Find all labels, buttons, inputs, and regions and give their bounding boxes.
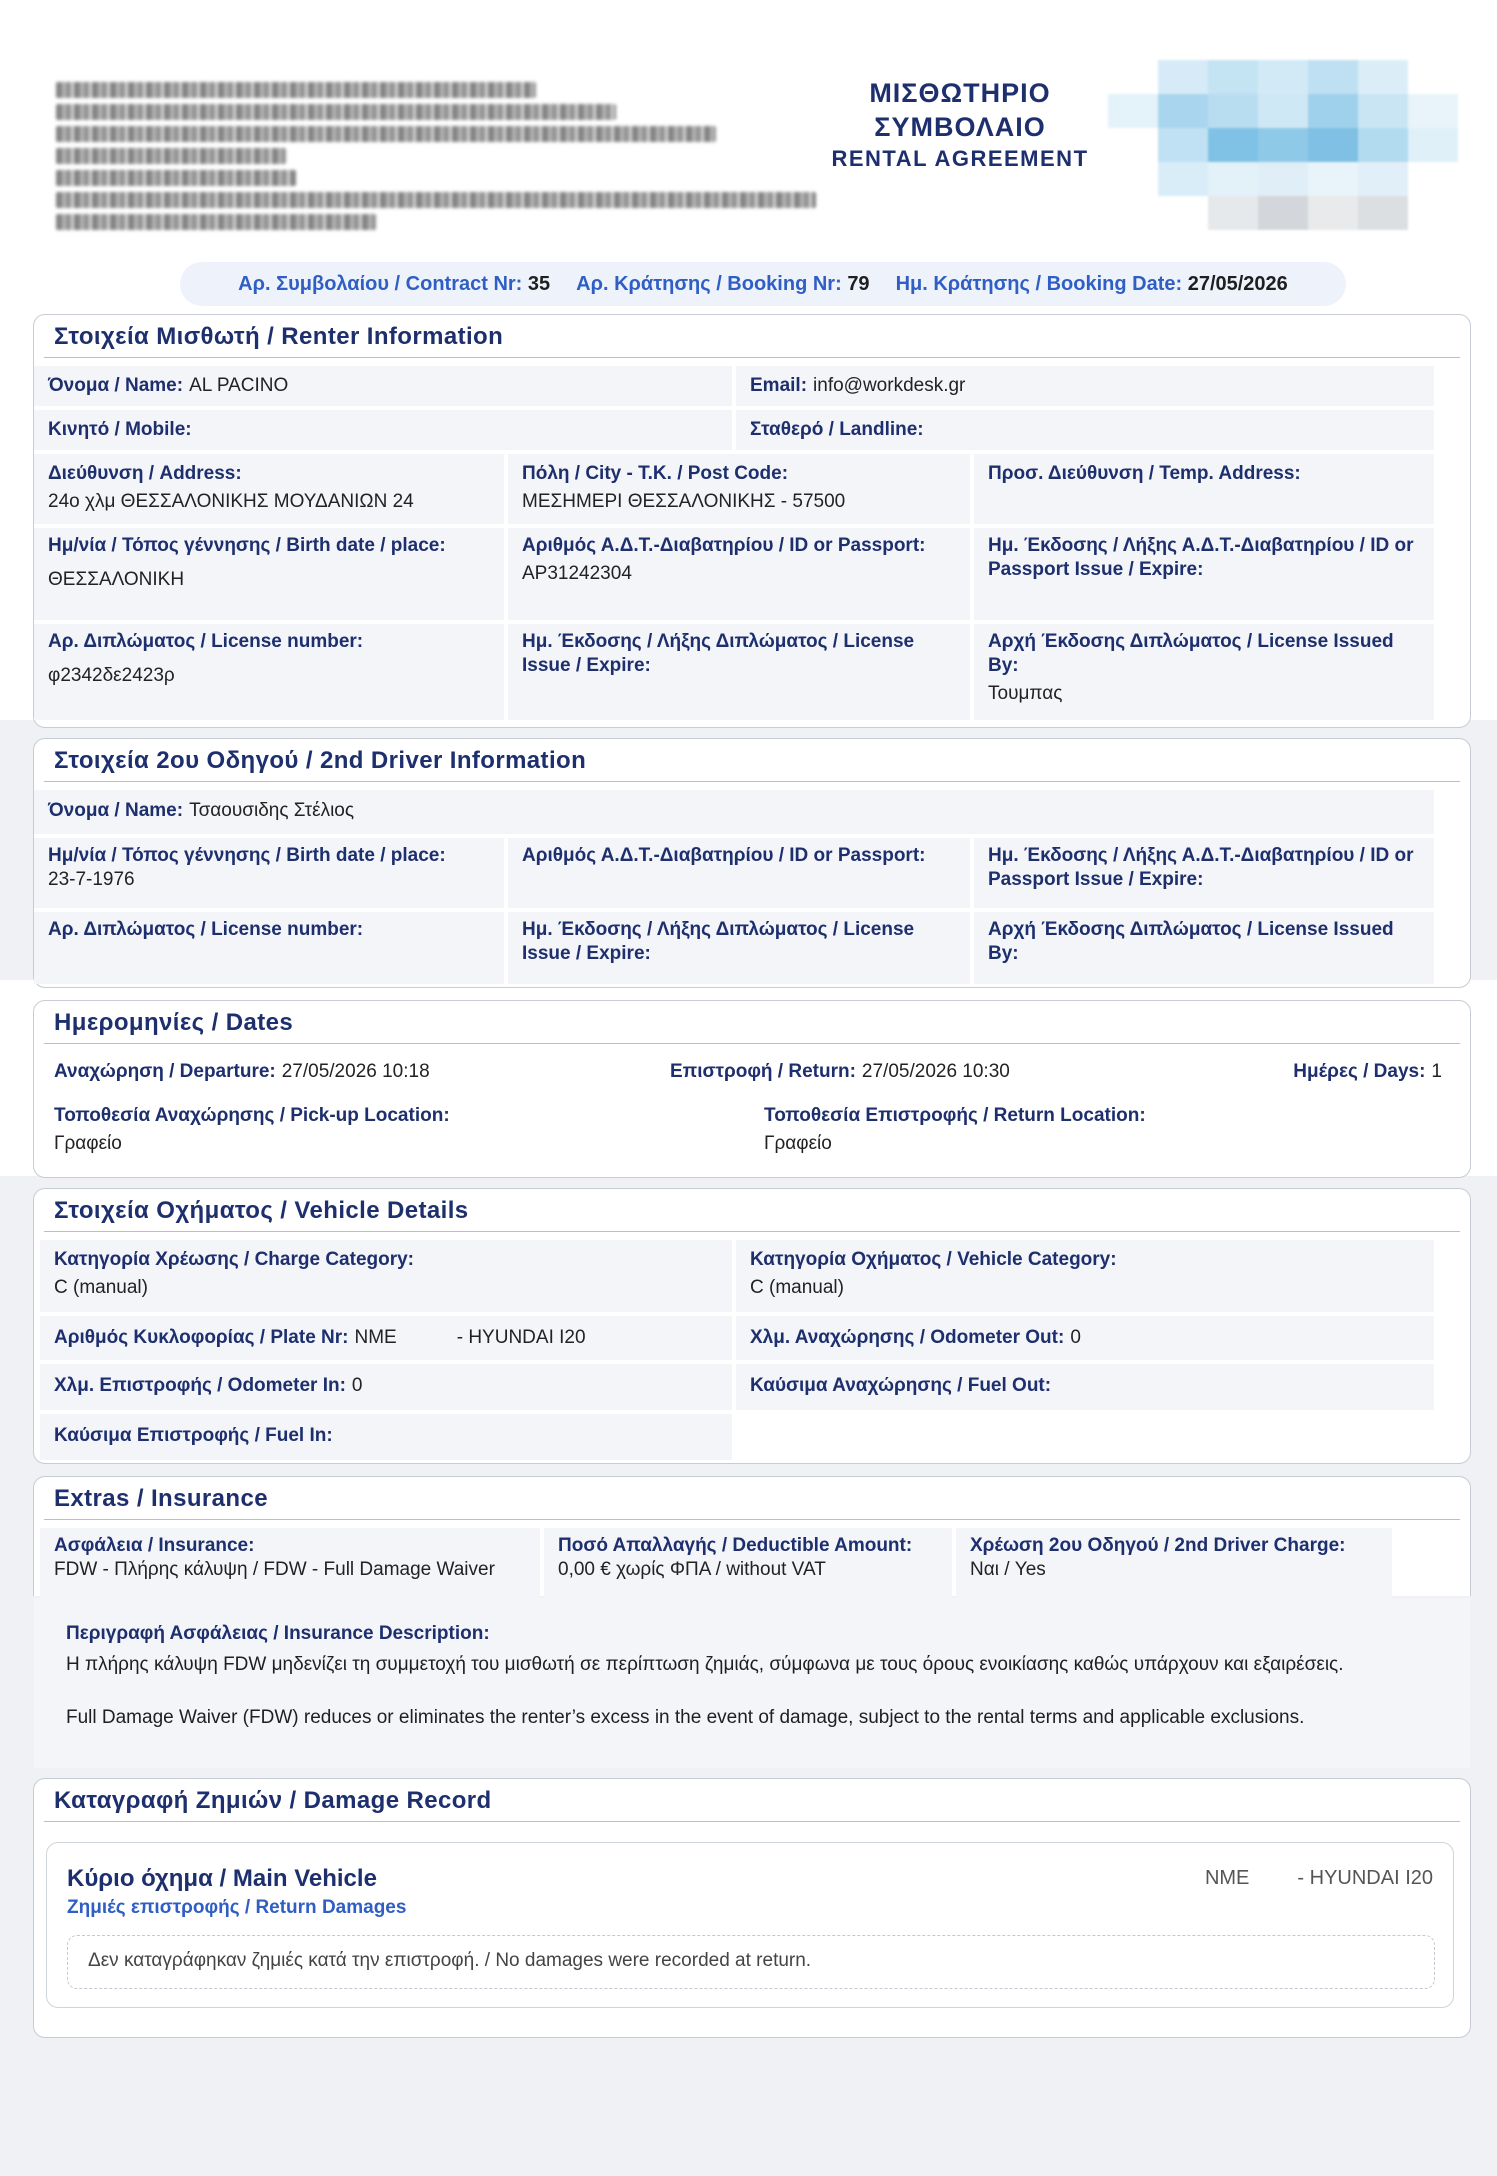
vehicle-title: Στοιχεία Οχήματος / Vehicle Details [44, 1189, 1460, 1232]
odometer-out: Χλμ. Αναχώρησης / Odometer Out: 0 [736, 1316, 1434, 1360]
company-info-redacted [56, 76, 816, 256]
damage-model: - HYUNDAI I20 [1297, 1867, 1433, 1889]
driver2-title: Στοιχεία 2ου Οδηγού / 2nd Driver Information [44, 739, 1460, 782]
renter-id-issue: Ημ. Έκδοσης / Λήξης Α.Δ.Τ.-Διαβατηρίου / ID or Passport Issue / Expire: [974, 528, 1434, 620]
damage-card [46, 1842, 1454, 2008]
damage-plate: ΝΜΕ [1204, 1867, 1250, 1889]
renter-mobile: Κινητό / Mobile: [34, 410, 732, 450]
damage-title: Καταγραφή Ζημιών / Damage Record [44, 1779, 1460, 1822]
contract-bar [180, 262, 1346, 306]
return: Επιστροφή / Return: 27/05/2026 10:30 [670, 1061, 1010, 1082]
insurance-description-english: Full Damage Waiver (FDW) reduces or eliminates the renter’s excess in the event of damage, subject to the rental terms and applicable exclusions. [66, 1707, 1305, 1728]
booking-date-value: 27/05/2026 [1187, 272, 1288, 295]
vehicle-category: Κατηγορία Οχήματος / Vehicle Category: C (manual) [736, 1240, 1434, 1312]
main-vehicle-heading: Κύριο όχημα / Main Vehicle [67, 1865, 377, 1892]
document-title [820, 76, 1100, 172]
booking-label: Αρ. Κράτησης / Booking Nr: [576, 272, 842, 295]
days: Ημέρες / Days: 1 [1293, 1061, 1442, 1082]
renter-landline: Σταθερό / Landline: [736, 410, 1434, 450]
renter-email: Email: info@workdesk.gr [736, 366, 1434, 406]
title-english: RENTAL AGREEMENT [831, 146, 1089, 171]
plate-number: Αριθμός Κυκλοφορίας / Plate Nr: ΝΜΕ - HYUNDAI I20 [40, 1316, 732, 1360]
title-greek-1: ΜΙΣΘΩΤΗΡΙΟ [869, 78, 1051, 108]
renter-address: Διεύθυνση / Address: 24ο χλμ ΘΕΣΣΑΛΟΝΙΚΗΣ ΜΟΥΔΑΝΙΩΝ 24 [34, 454, 504, 524]
insurance-description-greek: Η πλήρης κάλυψη FDW μηδενίζει τη συμμετοχή του μισθωτή σε περίπτωση ζημιάς, σύμφωνα με τους όρους ενοικίασης καθώς υπάρχουν και εξαιρέσεις. [66, 1654, 1344, 1675]
renter-name: Όνομα / Name: AL PACINO [34, 366, 732, 406]
charge-category: Κατηγορία Χρέωσης / Charge Category: C (manual) [40, 1240, 732, 1312]
title-greek-2: ΣΥΜΒΟΛΑΙΟ [874, 112, 1046, 142]
renter-city: Πόλη / City - Τ.Κ. / Post Code: ΜΕΣΗΜΕΡΙ ΘΕΣΣΑΛΟΝΙΚΗΣ - 57500 [508, 454, 970, 524]
renter-license-issue: Ημ. Έκδοσης / Λήξης Διπλώματος / License Issue / Expire: [508, 624, 970, 720]
contract-label: Αρ. Συμβολαίου / Contract Nr: [238, 272, 523, 295]
fuel-out: Καύσιμα Αναχώρησης / Fuel Out: [736, 1364, 1434, 1410]
renter-title: Στοιχεία Μισθωτή / Renter Information [44, 315, 1460, 358]
driver2-name: Όνομα / Name: Τσαουσιδης Στέλιος [34, 790, 1434, 834]
renter-birth: Ημ/νία / Τόπος γέννησης / Birth date / place: ΘΕΣΣΑΛΟΝΙΚΗ [34, 528, 504, 620]
fuel-in: Καύσιμα Επιστροφής / Fuel In: [40, 1414, 732, 1460]
deductible: Ποσό Απαλλαγής / Deductible Amount: 0,00 € χωρίς ΦΠΑ / without VAT [544, 1528, 952, 1598]
company-logo-redacted [1108, 60, 1458, 230]
driver2-id-issue: Ημ. Έκδοσης / Λήξης Α.Δ.Τ.-Διαβατηρίου / ID or Passport Issue / Expire: [974, 838, 1434, 908]
contract-value: 35 [527, 272, 551, 295]
booking-date-label: Ημ. Κράτησης / Booking Date: [895, 272, 1183, 295]
return-damages-heading: Ζημιές επιστροφής / Return Damages [67, 1897, 407, 1918]
no-damages-note: Δεν καταγράφηκαν ζημιές κατά την επιστροφή. / No damages were recorded at return. [67, 1935, 1435, 1989]
insurance: Ασφάλεια / Insurance: FDW - Πλήρης κάλυψη / FDW - Full Damage Waiver [40, 1528, 540, 1598]
driver2-license-by: Αρχή Έκδοσης Διπλώματος / License Issued By: [974, 912, 1434, 984]
extras-title: Extras / Insurance [44, 1477, 1460, 1520]
damage-vehicle-id [1205, 1867, 1433, 1890]
odometer-in: Χλμ. Επιστροφής / Odometer In: 0 [40, 1364, 732, 1410]
driver2-id: Αριθμός Α.Δ.Τ.-Διαβατηρίου / ID or Passport: [508, 838, 970, 908]
driver2-license-issue: Ημ. Έκδοσης / Λήξης Διπλώματος / License Issue / Expire: [508, 912, 970, 984]
driver2-license: Αρ. Διπλώματος / License number: [34, 912, 504, 984]
renter-license-by: Αρχή Έκδοσης Διπλώματος / License Issued By: Τουμπας [974, 624, 1434, 720]
booking-value: 79 [847, 272, 870, 295]
renter-temp-address: Προσ. Διεύθυνση / Temp. Address: [974, 454, 1434, 524]
pickup-location: Τοποθεσία Αναχώρησης / Pick-up Location: Γραφείο [54, 1105, 450, 1154]
renter-license: Αρ. Διπλώματος / License number: φ2342δε2423ρ [34, 624, 504, 720]
insurance-description [34, 1598, 1470, 1768]
departure: Αναχώρηση / Departure: 27/05/2026 10:18 [54, 1061, 430, 1082]
driver2-charge: Χρέωση 2ου Οδηγού / 2nd Driver Charge: Ναι / Yes [956, 1528, 1392, 1598]
driver2-birth: Ημ/νία / Τόπος γέννησης / Birth date / place: 23-7-1976 [34, 838, 504, 908]
dates-title: Ημερομηνίες / Dates [44, 1001, 1460, 1044]
renter-id: Αριθμός Α.Δ.Τ.-Διαβατηρίου / ID or Passport: AP31242304 [508, 528, 970, 620]
insurance-description-label: Περιγραφή Ασφάλειας / Insurance Description: [66, 1623, 490, 1644]
return-location: Τοποθεσία Επιστροφής / Return Location: Γραφείο [764, 1105, 1146, 1154]
